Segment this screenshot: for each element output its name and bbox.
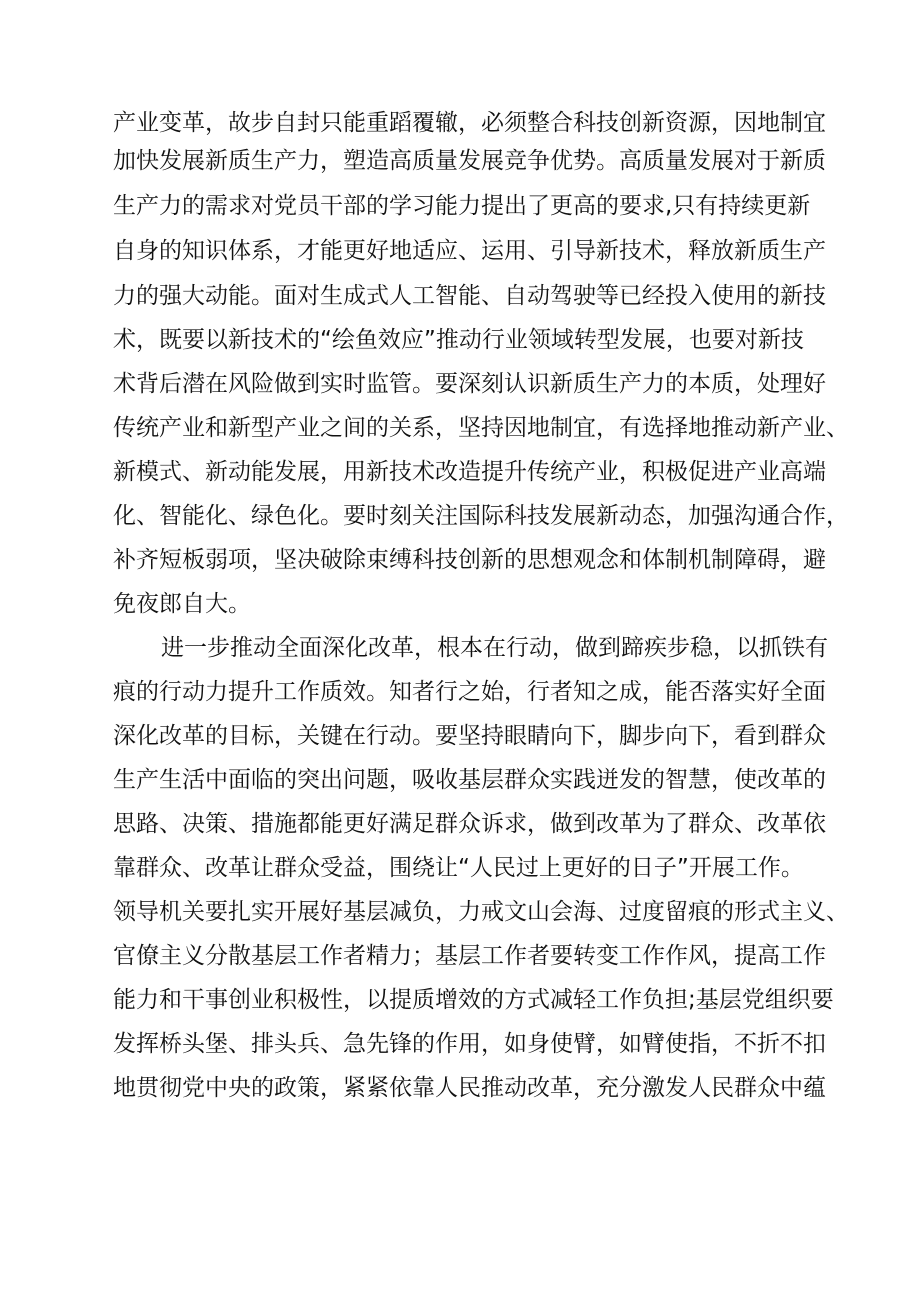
paragraph-1-line-6: 术，既要以新技术的“绘鱼效应”推动行业领域转型发展，也要对新技 bbox=[113, 327, 804, 353]
paragraph-2-line-10: 发挥桥头堡、排头兵、急先锋的作用，如身使臂，如臂使指，不折不扣 bbox=[113, 1031, 826, 1057]
paragraph-1-line-1: 产业变革，故步自封只能重蹈覆辙，必须整合科技创新资源，因地制宜 bbox=[113, 110, 826, 136]
paragraph-2-line-7: 领导机关要扎实开展好基层减负，力戒文山会海、过度留痕的形式主义、 bbox=[113, 899, 849, 925]
paragraph-2-line-1: 进一步推动全面深化改革，根本在行动，做到蹄疾步稳，以抓铁有 bbox=[161, 635, 828, 661]
paragraph-2-line-9: 能力和干事创业积极性，以提质增效的方式减轻工作负担;基层党组织要 bbox=[113, 987, 834, 1013]
paragraph-1-line-5: 力的强大动能。面对生成式人工智能、自动驾驶等已经投入使用的新技 bbox=[113, 283, 826, 309]
paragraph-2-line-2: 痕的行动力提升工作质效。知者行之始，行者知之成，能否落实好全面 bbox=[113, 679, 826, 705]
paragraph-2-line-4: 生产生活中面临的突出问题，吸收基层群众实践迸发的智慧，使改革的 bbox=[113, 767, 826, 793]
paragraph-2-line-5: 思路、决策、措施都能更好满足群众诉求，做到改革为了群众、改革依 bbox=[113, 811, 826, 837]
paragraph-2-line-11: 地贯彻党中央的政策，紧紧依靠人民推动改革，充分激发人民群众中蕴 bbox=[113, 1075, 826, 1101]
paragraph-2-line-3: 深化改革的目标，关键在行动。要坚持眼睛向下，脚步向下，看到群众 bbox=[113, 723, 826, 749]
paragraph-1-line-11: 补齐短板弱项，坚决破除束缚科技创新的思想观念和体制机制障碍，避 bbox=[113, 547, 826, 573]
paragraph-1-line-4: 自身的知识体系，才能更好地适应、运用、引导新技术，释放新质生产 bbox=[113, 238, 826, 264]
paragraph-1-line-8: 传统产业和新型产业之间的关系，坚持因地制宜，有选择地推动新产业、 bbox=[113, 415, 849, 441]
paragraph-1-line-7: 术背后潜在风险做到实时监管。要深刻认识新质生产力的本质，处理好 bbox=[113, 371, 826, 397]
paragraph-1-line-9: 新模式、新动能发展，用新技术改造提升传统产业，积极促进产业高端 bbox=[113, 459, 826, 485]
paragraph-1-line-12: 免夜郎自大。 bbox=[113, 591, 251, 617]
paragraph-2-line-6: 靠群众、改革让群众受益，围绕让“人民过上更好的日子”开展工作。 bbox=[113, 855, 804, 881]
paragraph-1-line-10: 化、智能化、绿色化。要时刻关注国际科技发展新动态，加强沟通合作， bbox=[113, 503, 849, 529]
paragraph-1-line-3: 生产力的需求对党员干部的学习能力提出了更高的要求,只有持续更新 bbox=[113, 193, 811, 219]
paragraph-2-line-8: 官僚主义分散基层工作者精力；基层工作者要转变工作作风，提高工作 bbox=[113, 943, 826, 969]
paragraph-1-line-2: 加快发展新质生产力，塑造高质量发展竞争优势。高质量发展对于新质 bbox=[113, 148, 826, 174]
